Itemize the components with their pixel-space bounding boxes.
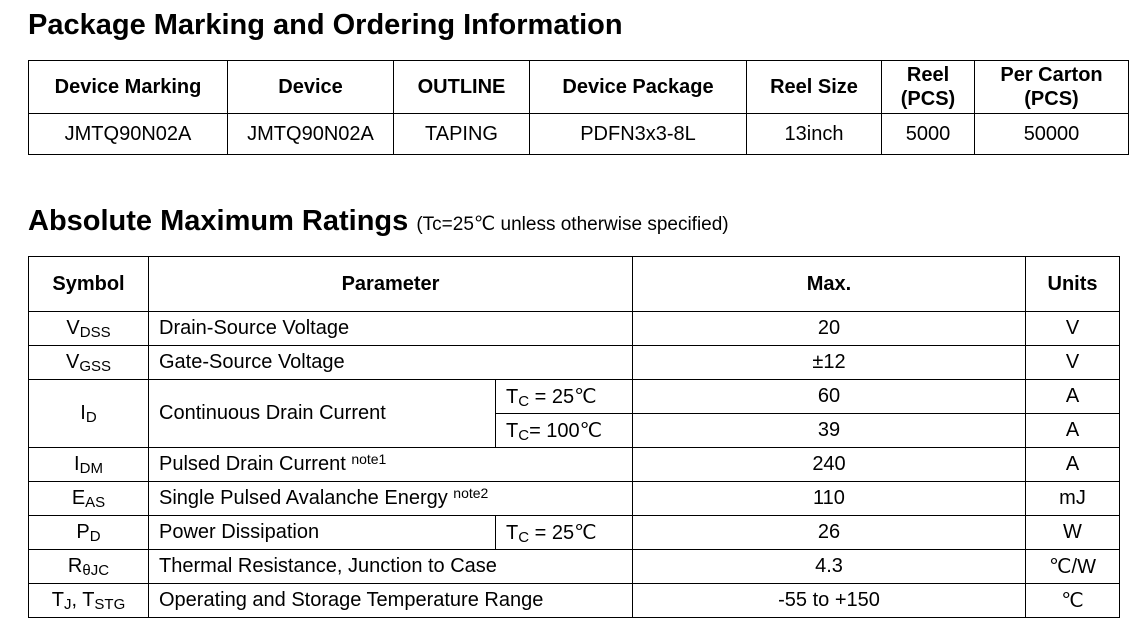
symbol-subscript: D [89, 528, 101, 545]
parameter-cell: Thermal Resistance, Junction to Case [149, 550, 633, 584]
max-cell: 39 [633, 414, 1026, 448]
parameter-cell: Power Dissipation [149, 516, 496, 550]
symbol-cell [29, 550, 149, 584]
header-reel-size: Reel Size [747, 61, 882, 114]
symbol-cell [29, 346, 149, 380]
cell-per-carton: 50000 [975, 114, 1129, 155]
condition-letter: T [506, 386, 519, 408]
condition-letter: T [506, 522, 519, 544]
symbol-subscript: θJC [82, 562, 110, 579]
symbol-subscript: J [63, 596, 72, 613]
condition-cell [496, 414, 633, 448]
header-device: Device [228, 61, 394, 114]
max-cell: 20 [633, 312, 1026, 346]
parameter-cell [149, 482, 633, 516]
header-device-marking: Device Marking [29, 61, 228, 114]
symbol-cell [29, 380, 149, 448]
symbol-letter: T [51, 589, 64, 611]
cell-reel-size: 13inch [747, 114, 882, 155]
symbol-letter: , T [71, 589, 95, 611]
units-cell: A [1026, 448, 1120, 482]
table-row [29, 584, 1120, 618]
symbol-letter: I [74, 453, 80, 475]
parameter-cell: Operating and Storage Temperature Range [149, 584, 633, 618]
units-cell: A [1026, 380, 1120, 414]
symbol-subscript: DSS [79, 324, 111, 341]
header-reel-pcs: Reel (PCS) [882, 61, 975, 114]
units-cell: V [1026, 346, 1120, 380]
units-cell: V [1026, 312, 1120, 346]
header-max: Max. [633, 257, 1026, 312]
header-per-carton: Per Carton (PCS) [975, 61, 1129, 114]
condition-value: = 25℃ [529, 522, 597, 544]
condition-subscript: C [518, 529, 530, 546]
parameter-text: Single Pulsed Avalanche Energy [159, 487, 454, 509]
condition-cell [496, 380, 633, 414]
max-cell: 4.3 [633, 550, 1026, 584]
symbol-letter: V [66, 317, 80, 339]
table-row [29, 114, 1129, 155]
symbol-cell [29, 312, 149, 346]
parameter-cell: Gate-Source Voltage [149, 346, 633, 380]
header-parameter: Parameter [149, 257, 633, 312]
symbol-subscript: DM [79, 460, 103, 477]
symbol-subscript: GSS [79, 358, 112, 375]
table-row [29, 448, 1120, 482]
condition-value: = 25℃ [529, 386, 597, 408]
note-marker: note2 [453, 485, 489, 501]
cell-reel-pcs: 5000 [882, 114, 975, 155]
symbol-letter: I [80, 402, 86, 424]
table-row [29, 516, 1120, 550]
table-row [29, 312, 1120, 346]
units-cell: W [1026, 516, 1120, 550]
table-row [29, 482, 1120, 516]
symbol-letter: V [65, 351, 80, 373]
cell-outline: TAPING [394, 114, 530, 155]
max-cell: 110 [633, 482, 1026, 516]
symbol-cell [29, 482, 149, 516]
table-row [29, 346, 1120, 380]
max-ratings-condition: (Tc=25℃ unless otherwise specified) [416, 214, 729, 235]
symbol-letter: E [71, 487, 86, 509]
header-device-package: Device Package [530, 61, 747, 114]
table-row [29, 550, 1120, 584]
units-cell: ℃ [1026, 584, 1120, 618]
units-cell: mJ [1026, 482, 1120, 516]
parameter-cell: Continuous Drain Current [149, 380, 496, 448]
max-cell: 26 [633, 516, 1026, 550]
note-marker: note1 [351, 451, 387, 467]
ordering-info-table [28, 60, 1129, 155]
max-cell: 60 [633, 380, 1026, 414]
max-ratings-table [28, 256, 1120, 618]
max-ratings-heading [28, 205, 729, 238]
max-cell: -55 to +150 [633, 584, 1026, 618]
symbol-cell [29, 516, 149, 550]
header-units: Units [1026, 257, 1120, 312]
ordering-info-title: Package Marking and Ordering Information [28, 9, 623, 41]
max-cell: ±12 [633, 346, 1026, 380]
cell-device-package: PDFN3x3-8L [530, 114, 747, 155]
condition-subscript: C [518, 393, 530, 410]
symbol-subscript: AS [85, 494, 106, 511]
parameter-cell [149, 448, 633, 482]
symbol-letter: R [67, 555, 83, 577]
symbol-cell [29, 448, 149, 482]
header-outline: OUTLINE [394, 61, 530, 114]
symbol-cell [29, 584, 149, 618]
units-cell: ℃/W [1026, 550, 1120, 584]
cell-device-marking: JMTQ90N02A [29, 114, 228, 155]
table-header-row [29, 257, 1120, 312]
table-row [29, 380, 1120, 414]
table-header-row [29, 61, 1129, 114]
symbol-subscript: STG [94, 596, 126, 613]
symbol-letter: P [76, 521, 90, 543]
condition-letter: T [506, 420, 519, 442]
parameter-cell: Drain-Source Voltage [149, 312, 633, 346]
max-cell: 240 [633, 448, 1026, 482]
parameter-text: Pulsed Drain Current [159, 453, 352, 475]
condition-subscript: C [518, 427, 530, 444]
cell-device: JMTQ90N02A [228, 114, 394, 155]
symbol-subscript: D [85, 409, 97, 426]
condition-cell [496, 516, 633, 550]
max-ratings-title: Absolute Maximum Ratings [28, 205, 409, 237]
header-symbol: Symbol [29, 257, 149, 312]
condition-value: = 100℃ [529, 420, 603, 442]
units-cell: A [1026, 414, 1120, 448]
